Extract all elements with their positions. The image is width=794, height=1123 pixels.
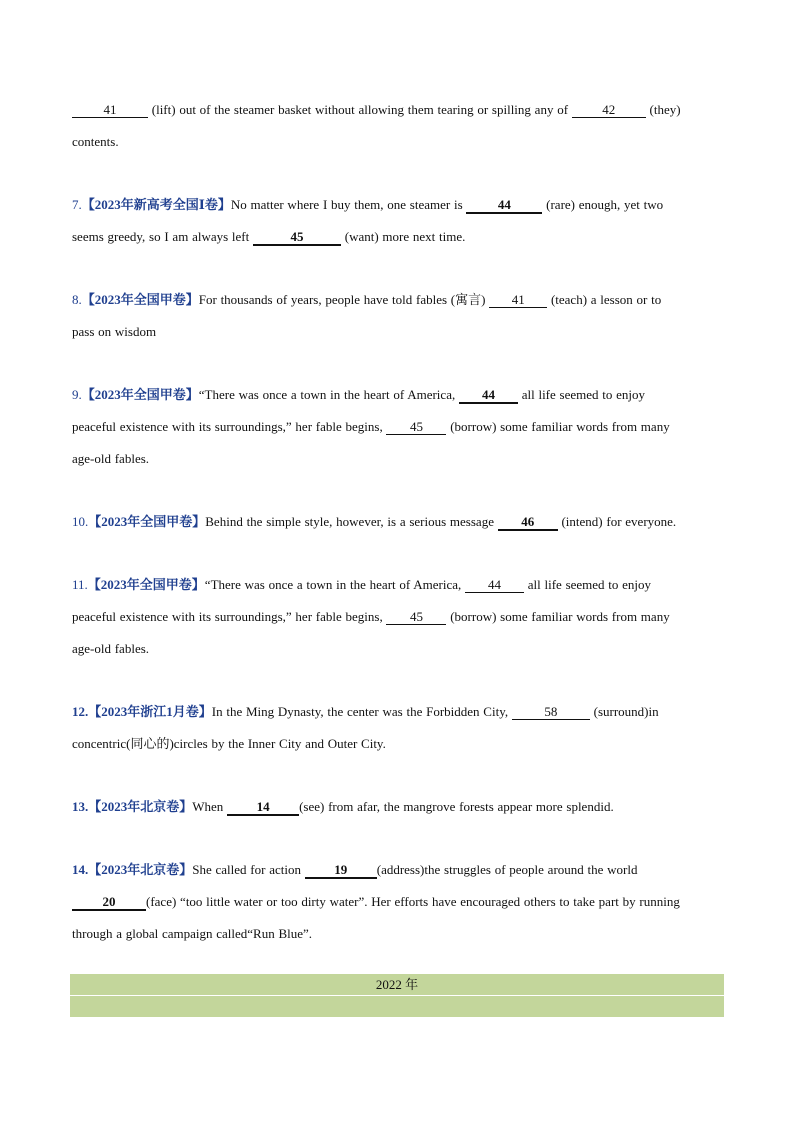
question-line xyxy=(72,443,724,475)
question-text: “There was once a town in the heart of America, xyxy=(204,577,465,592)
question-item xyxy=(72,94,724,158)
question-text: She called for action xyxy=(192,862,305,877)
question-text: seems greedy, so I am always left xyxy=(72,229,253,244)
answer-blank[interactable]: 44 xyxy=(465,578,524,593)
question-text: “There was once a town in the heart of America, xyxy=(198,387,459,402)
section-header-2022 xyxy=(70,974,724,1017)
answer-blank[interactable]: 41 xyxy=(489,293,547,308)
question-line xyxy=(72,506,724,538)
document-body xyxy=(72,94,724,981)
question-source: 【2023年新高考全国Ⅰ卷】 xyxy=(81,197,231,212)
question-number: 14. xyxy=(72,862,89,877)
question-item xyxy=(72,854,724,950)
question-text: (face) “too little water or too dirty water”. Her efforts have encouraged others to take part by running xyxy=(146,894,680,909)
question-text: (borrow) some familiar words from many xyxy=(446,609,670,624)
question-text: (see) from afar, the mangrove forests appear more splendid. xyxy=(299,799,614,814)
question-text: through a global campaign called“Run Blue”. xyxy=(72,926,313,941)
question-source: 【2023年北京卷】 xyxy=(88,862,193,877)
answer-blank[interactable]: 45 xyxy=(386,420,446,435)
question-text: For thousands of years, people have told fables (寓言) xyxy=(198,292,490,307)
question-item xyxy=(72,379,724,475)
question-text: No matter where I buy them, one steamer is xyxy=(230,197,467,212)
question-item xyxy=(72,569,724,665)
question-line xyxy=(72,569,724,601)
answer-blank[interactable]: 41 xyxy=(72,103,148,118)
question-number: 9. xyxy=(72,387,82,402)
question-item xyxy=(72,189,724,253)
question-line xyxy=(72,728,724,760)
answer-blank[interactable]: 58 xyxy=(512,705,590,720)
answer-blank[interactable]: 44 xyxy=(466,198,542,214)
question-item xyxy=(72,506,724,538)
question-text: (surround)in xyxy=(589,704,659,719)
answer-blank[interactable]: 46 xyxy=(498,515,558,531)
question-source: 【2023年浙江1月卷】 xyxy=(88,704,212,719)
question-line xyxy=(72,791,724,823)
question-line xyxy=(72,633,724,665)
question-number: 8. xyxy=(72,292,82,307)
question-line xyxy=(72,94,724,126)
question-text: concentric(同心的)circles by the Inner City and Outer City. xyxy=(72,736,386,751)
answer-blank[interactable]: 45 xyxy=(386,610,446,625)
question-line xyxy=(72,126,724,158)
answer-blank[interactable]: 44 xyxy=(459,388,518,404)
question-text: pass on wisdom xyxy=(72,324,157,339)
question-line xyxy=(72,284,724,316)
question-text: peaceful existence with its surroundings,” her fable begins, xyxy=(72,609,387,624)
question-line xyxy=(72,918,724,950)
answer-blank[interactable]: 45 xyxy=(253,230,341,246)
question-text: (lift) out of the steamer basket without allowing them tearing or spilling any of xyxy=(148,102,572,117)
question-line xyxy=(72,886,724,918)
question-text: age-old fables. xyxy=(72,641,150,656)
question-text: When xyxy=(192,799,228,814)
question-line xyxy=(72,221,724,253)
question-line xyxy=(72,411,724,443)
question-text: all life seemed to enjoy xyxy=(524,577,652,592)
question-text: In the Ming Dynasty, the center was the Forbidden City, xyxy=(211,704,512,719)
question-text: contents. xyxy=(72,134,119,149)
question-text: peaceful existence with its surroundings,” her fable begins, xyxy=(72,419,387,434)
question-number: 13. xyxy=(72,799,89,814)
answer-blank[interactable]: 20 xyxy=(72,895,146,911)
question-text: (intend) for everyone. xyxy=(557,514,677,529)
section-title: 2022 年 xyxy=(70,974,724,996)
question-line xyxy=(72,379,724,411)
question-number: 12. xyxy=(72,704,89,719)
question-source: 【2023年全国甲卷】 xyxy=(88,514,206,529)
question-text: (rare) enough, yet two xyxy=(542,197,664,212)
question-text: Behind the simple style, however, is a serious message xyxy=(205,514,498,529)
question-text: all life seemed to enjoy xyxy=(517,387,646,402)
question-text: age-old fables. xyxy=(72,451,150,466)
question-line xyxy=(72,601,724,633)
question-source: 【2023年全国甲卷】 xyxy=(87,577,205,592)
question-item xyxy=(72,696,724,760)
question-text: (want) more next time. xyxy=(341,229,466,244)
answer-blank[interactable]: 42 xyxy=(572,103,646,118)
question-number: 7. xyxy=(72,197,82,212)
question-line xyxy=(72,189,724,221)
question-line xyxy=(72,696,724,728)
question-number: 10. xyxy=(72,514,89,529)
question-text: (they) xyxy=(645,102,681,117)
question-line xyxy=(72,316,724,348)
answer-blank[interactable]: 19 xyxy=(305,863,377,879)
question-source: 【2023年北京卷】 xyxy=(88,799,193,814)
question-item xyxy=(72,791,724,823)
question-item xyxy=(72,284,724,348)
question-text: (borrow) some familiar words from many xyxy=(446,419,670,434)
question-number: 11. xyxy=(72,577,88,592)
question-source: 【2023年全国甲卷】 xyxy=(81,292,199,307)
question-text: (address)the struggles of people around the world xyxy=(376,862,638,877)
answer-blank[interactable]: 14 xyxy=(227,800,299,816)
question-source: 【2023年全国甲卷】 xyxy=(81,387,199,402)
question-line xyxy=(72,854,724,886)
question-text: (teach) a lesson or to xyxy=(547,292,662,307)
